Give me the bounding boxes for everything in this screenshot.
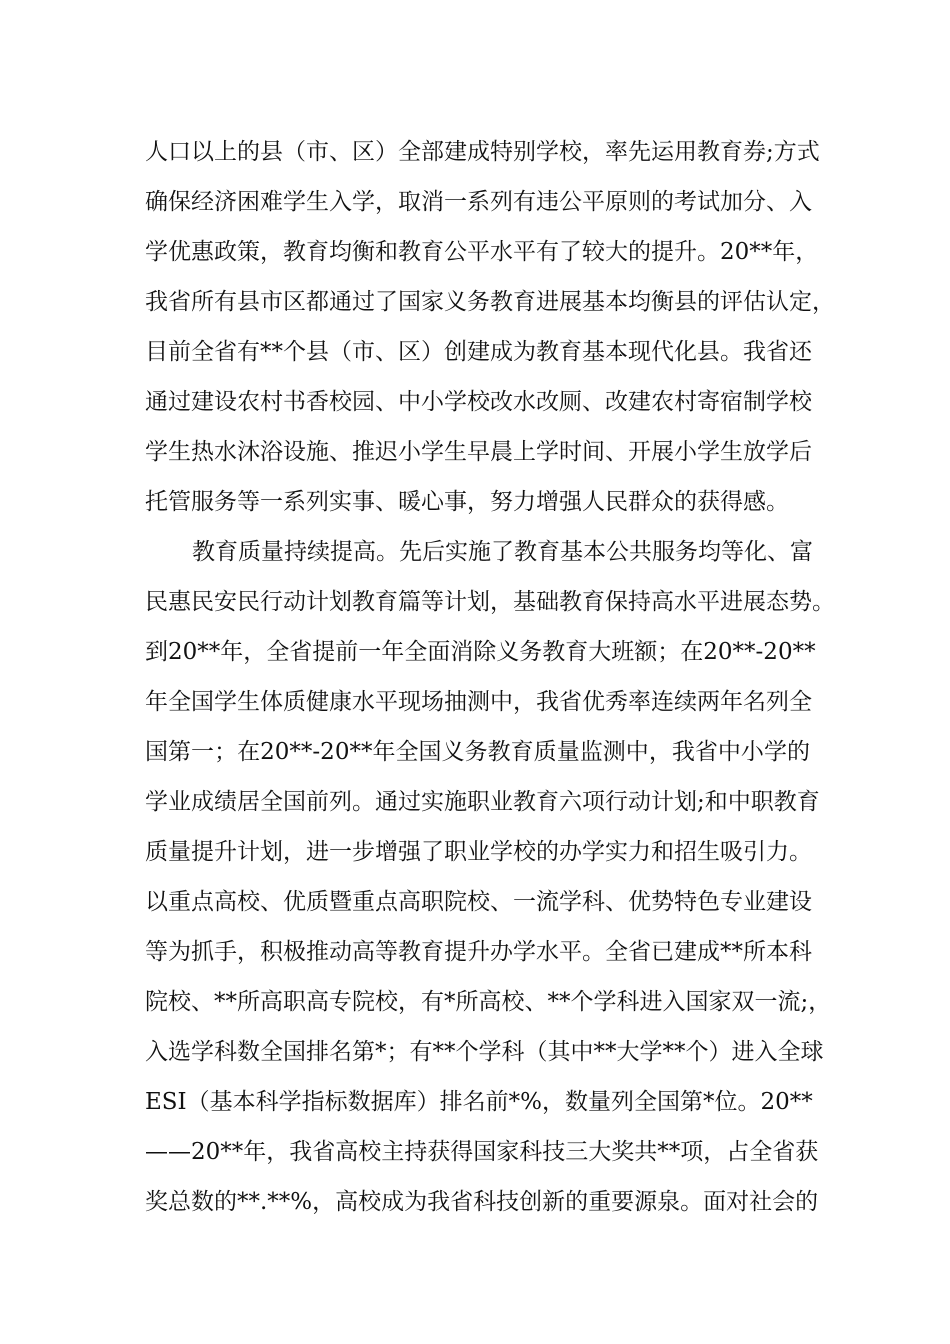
paragraph-1-line-7: 学生热水沐浴设施、推迟小学生早晨上学时间、开展小学生放学后 <box>145 439 812 465</box>
paragraph-2-line-3: 到20**年，全省提前一年全面消除义务教育大班额；在20**-20** <box>145 639 816 665</box>
paragraph-1-line-5: 目前全省有**个县（市、区）创建成为教育基本现代化县。我省还 <box>145 339 812 365</box>
paragraph-1-line-6: 通过建设农村书香校园、中小学校改水改厕、改建农村寄宿制学校 <box>145 389 812 415</box>
paragraph-2-line-8: 以重点高校、优质暨重点高职院校、一流学科、优势特色专业建设 <box>145 889 812 915</box>
paragraph-1-line-3: 学优惠政策，教育均衡和教育公平水平有了较大的提升。20**年， <box>145 239 819 265</box>
paragraph-1-line-1: 人口以上的县（市、区）全部建成特别学校，率先运用教育券;方式 <box>145 139 820 165</box>
paragraph-2-line-14: 奖总数的**.**%，高校成为我省科技创新的重要源泉。面对社会的 <box>145 1189 819 1215</box>
paragraph-2-line-1: 教育质量持续提高。先后实施了教育基本公共服务均等化、富 <box>192 539 813 565</box>
paragraph-2-line-10: 院校、**所高职高专院校，有*所高校、**个学科进入国家双一流;， <box>145 989 832 1015</box>
paragraph-2-line-13: ——20**年，我省高校主持获得国家科技三大奖共**项，占全省获 <box>145 1139 819 1165</box>
paragraph-2-line-12: ESI（基本科学指标数据库）排名前*%，数量列全国第*位。20** <box>145 1089 813 1115</box>
paragraph-2-line-9: 等为抓手，积极推动高等教育提升办学水平。全省已建成**所本科 <box>145 939 812 965</box>
paragraph-2-line-2: 民惠民安民行动计划教育篇等计划，基础教育保持高水平进展态势。 <box>145 589 835 615</box>
paragraph-2-line-4: 年全国学生体质健康水平现场抽测中，我省优秀率连续两年名列全 <box>145 689 812 715</box>
paragraph-2-line-11: 入选学科数全国排名第*；有**个学科（其中**大学**个）进入全球 <box>145 1039 824 1065</box>
paragraph-2-line-7: 质量提升计划，进一步增强了职业学校的办学实力和招生吸引力。 <box>145 839 812 865</box>
paragraph-2-line-5: 国第一；在20**-20**年全国义务教育质量监测中，我省中小学的 <box>145 739 810 765</box>
paragraph-1-line-4: 我省所有县市区都通过了国家义务教育进展基本均衡县的评估认定， <box>145 289 835 315</box>
paragraph-1-line-2: 确保经济困难学生入学，取消一系列有违公平原则的考试加分、入 <box>145 189 812 215</box>
paragraph-1-line-8: 托管服务等一系列实事、暖心事，努力增强人民群众的获得感。 <box>145 489 789 515</box>
paragraph-2-line-6: 学业成绩居全国前列。通过实施职业教育六项行动计划;和中职教育 <box>145 789 820 815</box>
